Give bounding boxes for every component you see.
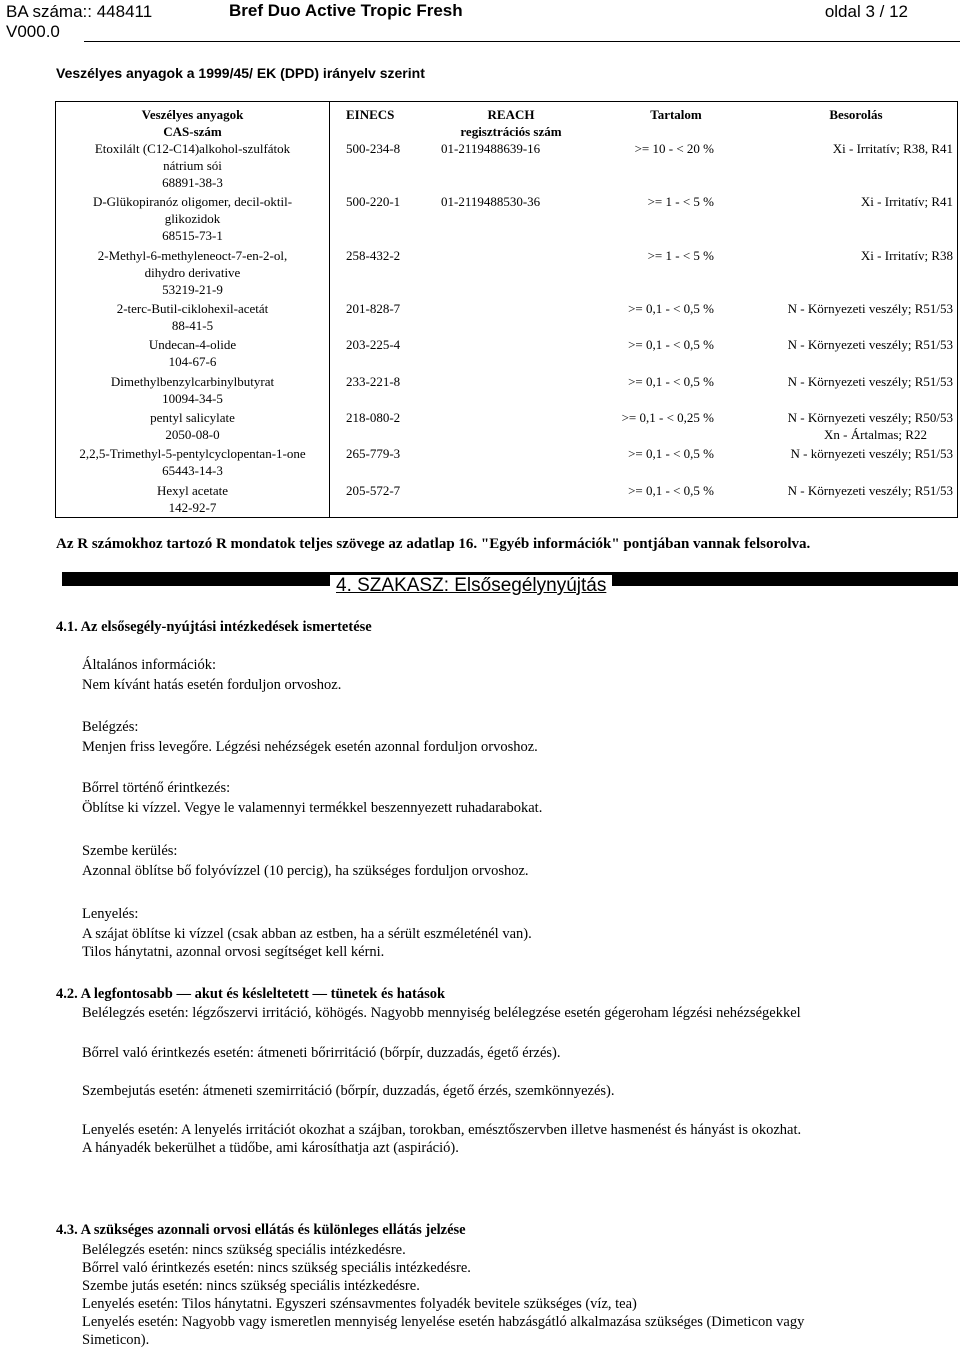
first-aid-label: Lenyelés: (82, 906, 139, 922)
col-head-reach-2: regisztrációs szám (460, 124, 562, 139)
substance-name-line: Etoxilált (C12-C14)alkohol-szulfátok (94, 141, 291, 156)
treatment-line: Simeticon). (82, 1332, 150, 1348)
page-header (0, 0, 960, 44)
classification-line: N - Környezeti veszély; R51/53 (787, 483, 953, 498)
substance-name (56, 409, 329, 443)
heading-4-3: 4.3. A szükséges azonnali orvosi ellátás és különleges ellátás jelzése (56, 1222, 466, 1238)
substance-name-line: 2-Methyl-6-methyleneoct-7-en-2-ol, (97, 248, 288, 263)
first-aid-block (82, 779, 952, 817)
classification-line: Xi - Irritatív; R38 (860, 248, 953, 263)
content-range: >= 0,1 - < 0,5 % (628, 483, 714, 498)
classification (728, 409, 953, 443)
classification-line: Xi - Irritatív; R38, R41 (832, 141, 953, 156)
treatment-line: Szembe jutás esetén: nincs szükség speciális intézkedésre. (82, 1278, 420, 1294)
heading-4-2: 4.2. A legfontosabb — akut és késleltetett — tünetek és hatások (56, 986, 446, 1002)
classification (728, 445, 953, 462)
einecs-number: 500-234-8 (346, 141, 401, 156)
content-range: >= 0,1 - < 0,25 % (621, 410, 714, 425)
symptom-line: Szembejutás esetén: átmeneti szemirritáció (bőrpír, duzzadás, égető érzés, szemkönnyezés). (82, 1083, 615, 1099)
symptom-line: A hányadék bekerülhet a tüdőbe, ami károsíthatja azt (aspiráció). (82, 1140, 459, 1156)
einecs-number: 205-572-7 (346, 483, 401, 498)
substance-name-line: D-Glükopiranóz oligomer, decil-oktil- (92, 194, 293, 209)
substance-name-line: 2-terc-Butil-ciklohexil-acetát (116, 301, 269, 316)
substance-name-line: Dimethylbenzylcarbinylbutyrat (110, 374, 275, 389)
col-head-substance-2: CAS-szám (163, 124, 222, 139)
treatment-line: Belélegzés esetén: nincs szükség speciális intézkedésre. (82, 1242, 406, 1258)
col-head-einecs: EINECS (346, 107, 395, 122)
classification-line: N - környezeti veszély; R51/53 (790, 446, 953, 461)
content-range: >= 0,1 - < 0,5 % (628, 337, 714, 352)
first-aid-text: Nem kívánt hatás esetén forduljon orvoshoz. (82, 677, 342, 693)
symptom-line: Belélegzés esetén: légzőszervi irritáció, köhögés. Nagyobb mennyiség belélegzése esetén gégeroham légzési nehézségekkel (82, 1005, 801, 1021)
content-range: >= 1 - < 5 % (647, 248, 714, 263)
classification (728, 300, 953, 317)
header-rule (84, 41, 960, 42)
cas-number: 88-41-5 (171, 318, 214, 333)
treatment-line: Bőrrel való érintkezés esetén: nincs szükség speciális intézkedésre. (82, 1260, 471, 1276)
substance-name (56, 140, 329, 191)
first-aid-label: Bőrrel történő érintkezés: (82, 780, 231, 796)
first-aid-block (82, 718, 952, 756)
first-aid-text: A szájat öblítse ki vízzel (csak abban az estben, ha a sérült eszméleténél van). (82, 926, 532, 942)
symptom-paragraph (82, 1004, 957, 1022)
ba-number: BA száma:: 448411 (6, 2, 153, 21)
version: V000.0 (6, 22, 60, 41)
symptom-paragraph (82, 1121, 957, 1157)
substance-name-line: Undecan-4-olide (148, 337, 237, 352)
classification (728, 482, 953, 499)
substance-name (56, 482, 329, 516)
classification-line: N - Környezeti veszély; R50/53 (787, 410, 953, 425)
reach-number: 01-2119488639-16 (441, 141, 541, 156)
symptom-paragraph (82, 1082, 957, 1100)
einecs-number: 233-221-8 (346, 374, 401, 389)
classification (728, 140, 953, 157)
classification (728, 373, 953, 390)
classification-line: N - Környezeti veszély; R51/53 (787, 374, 953, 389)
einecs-number: 265-779-3 (346, 446, 401, 461)
treatment-paragraph (82, 1241, 952, 1349)
substance-name-line: dihydro derivative (144, 265, 241, 280)
col-head-besorolas: Besorolás (829, 107, 883, 122)
classification (728, 336, 953, 353)
classification-line: Xn - Ártalmas; R22 (824, 427, 927, 442)
substance-column (56, 102, 330, 517)
cas-number: 2050-08-0 (165, 427, 220, 442)
substance-name (56, 373, 329, 407)
content-range: >= 1 - < 5 % (647, 194, 714, 209)
first-aid-block (82, 905, 952, 961)
first-aid-text: Öblítse ki vízzel. Vegye le valamennyi termékkel beszennyezett ruhadarabokat. (82, 800, 543, 816)
cas-number: 10094-34-5 (162, 391, 223, 406)
substance-name-line: nátrium sói (163, 158, 222, 173)
classification-line: Xi - Irritatív; R41 (860, 194, 953, 209)
classification-line: N - Környezeti veszély; R51/53 (787, 337, 953, 352)
symptom-line: Lenyelés esetén: A lenyelés irritációt okozhat a szájban, torokban, emésztőszervben illetve hasmenést és hányást is okozhat. (82, 1122, 802, 1138)
substance-name-line: glikozidok (164, 211, 221, 226)
cas-number: 142-92-7 (168, 500, 217, 515)
content-range: >= 0,1 - < 0,5 % (628, 301, 714, 316)
einecs-number: 218-080-2 (346, 410, 401, 425)
first-aid-block (82, 656, 952, 694)
substance-name (56, 336, 329, 370)
cas-number: 68515-73-1 (162, 228, 223, 243)
classification-line: N - Környezeti veszély; R51/53 (787, 301, 953, 316)
substance-name (56, 300, 329, 334)
reach-number: 01-2119488530-36 (441, 194, 541, 209)
col-head-tartalom: Tartalom (650, 107, 702, 122)
dpd-title: Veszélyes anyagok a 1999/45/ EK (DPD) irányelv szerint (56, 65, 425, 81)
classification (728, 193, 953, 210)
content-range: >= 10 - < 20 % (634, 141, 714, 156)
content-range: >= 0,1 - < 0,5 % (628, 446, 714, 461)
first-aid-text: Menjen friss levegőre. Légzési nehézségek esetén azonnal forduljon orvoshoz. (82, 739, 538, 755)
einecs-number: 201-828-7 (346, 301, 401, 316)
einecs-number: 203-225-4 (346, 337, 401, 352)
substance-name (56, 193, 329, 244)
first-aid-text: Azonnal öblítse bő folyóvízzel (10 percig), ha szükséges forduljon orvoshoz. (82, 863, 529, 879)
treatment-line: Lenyelés esetén: Nagyobb vagy ismeretlen mennyiség lenyelése esetén habzásgátló alkalmazása szükséges (Dimeticon vagy (82, 1314, 805, 1330)
einecs-number: 500-220-1 (346, 194, 401, 209)
cas-number: 68891-38-3 (162, 175, 223, 190)
symptom-line: Bőrrel való érintkezés esetén: átmeneti bőrirritáció (bőrpír, duzzadás, égető érzés). (82, 1045, 561, 1061)
first-aid-label: Általános információk: (82, 657, 217, 673)
substance-name-line: 2,2,5-Trimethyl-5-pentylcyclopentan-1-one (79, 446, 306, 461)
col-head-substance-1: Veszélyes anyagok (141, 107, 244, 122)
first-aid-label: Belégzés: (82, 719, 139, 735)
first-aid-block (82, 842, 952, 880)
heading-4-1: 4.1. Az elsősegély-nyújtási intézkedések ismertetése (56, 619, 372, 635)
classification (728, 247, 953, 264)
col-head-reach-1: REACH (487, 107, 535, 122)
cas-number: 53219-21-9 (162, 282, 223, 297)
r-phrases-note: Az R számokhoz tartozó R mondatok teljes szövege az adatlap 16. "Egyéb információk" pontjában vannak felsorolva. (56, 536, 811, 552)
first-aid-label: Szembe kerülés: (82, 843, 178, 859)
substance-name (56, 445, 329, 479)
cas-number: 65443-14-3 (162, 463, 223, 478)
hazard-table (55, 101, 958, 518)
product-name: Bref Duo Active Tropic Fresh (229, 1, 463, 20)
substance-name (56, 247, 329, 298)
section-title: 4. SZAKASZ: Elsősegélynyújtás (330, 575, 612, 597)
treatment-line: Lenyelés esetén: Tilos hánytatni. Egyszeri szénsavmentes folyadék bevitele szükséges (víz, tea) (82, 1296, 637, 1312)
substance-name-line: pentyl salicylate (150, 410, 235, 425)
col-head-substance (56, 106, 329, 140)
first-aid-text: Tilos hánytatni, azonnal orvosi segítséget kell kérni. (82, 944, 385, 960)
substance-name-line: Hexyl acetate (156, 483, 229, 498)
content-range: >= 0,1 - < 0,5 % (628, 374, 714, 389)
page-number: oldal 3 / 12 (824, 2, 908, 21)
symptom-paragraph (82, 1044, 957, 1062)
cas-number: 104-67-6 (168, 354, 217, 369)
einecs-number: 258-432-2 (346, 248, 401, 263)
col-head-reach (441, 106, 581, 140)
